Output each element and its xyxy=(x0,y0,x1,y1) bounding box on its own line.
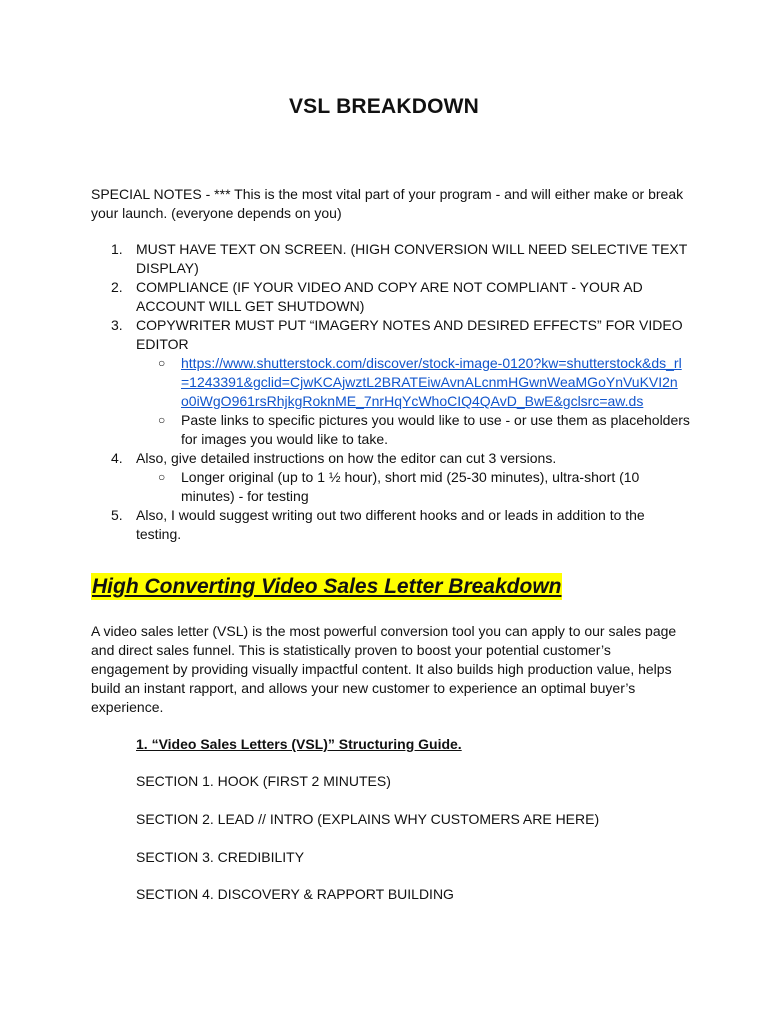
guide-heading: 1. “Video Sales Letters (VSL)” Structuring Guide. xyxy=(136,736,462,752)
list-item xyxy=(91,449,691,468)
list-number: 4. xyxy=(111,450,123,466)
sub-list-item xyxy=(91,354,691,411)
document-title: VSL BREAKDOWN xyxy=(288,95,480,118)
section-line: SECTION 3. CREDIBILITY xyxy=(136,849,305,865)
numbered-list xyxy=(91,240,691,544)
list-item-text: COPYWRITER MUST PUT “IMAGERY NOTES AND DESIRED EFFECTS” FOR VIDEO EDITOR xyxy=(136,317,683,352)
circle-bullet-icon: ○ xyxy=(158,413,166,427)
link-line: o0iWgO961rsRhjkgRoknME_7nrHqYcWhoCIQ4QAvD_BwE&gclsrc=aw.ds xyxy=(181,393,644,409)
sub-list-item xyxy=(91,468,691,506)
list-item xyxy=(91,278,691,316)
highlighted-section-heading: High Converting Video Sales Letter Breakdown xyxy=(92,575,562,598)
list-number: 3. xyxy=(111,317,123,333)
list-number: 1. xyxy=(111,241,123,257)
sub-list-text: Paste links to specific pictures you would like to use - or use them as placeholders for images you would like to take. xyxy=(181,412,690,447)
list-item-text: COMPLIANCE (IF YOUR VIDEO AND COPY ARE NOT COMPLIANT - YOUR AD ACCOUNT WILL GET SHUTDOWN) xyxy=(136,279,643,314)
list-item xyxy=(91,506,691,544)
sub-list-text: Longer original (up to 1 ½ hour), short mid (25-30 minutes), ultra-short (10 minutes) - for testing xyxy=(181,469,640,504)
intro-paragraph: A video sales letter (VSL) is the most powerful conversion tool you can apply to our sales page and direct sales funnel. This is statistically proven to boost your potential customer’s engagement by providing visually impactful content. It also builds high production value, helps build an instant rapport, and allows your new customer to experience an optimal buyer’s experience. xyxy=(91,623,677,715)
circle-bullet-icon: ○ xyxy=(158,356,166,370)
shutterstock-link[interactable] xyxy=(181,355,682,409)
special-notes: SPECIAL NOTES - *** This is the most vital part of your program - and will either make or break your launch. (everyone depends on you) xyxy=(91,186,684,221)
list-item xyxy=(91,316,691,354)
section-line: SECTION 1. HOOK (FIRST 2 MINUTES) xyxy=(136,773,391,789)
list-item-text: MUST HAVE TEXT ON SCREEN. (HIGH CONVERSION WILL NEED SELECTIVE TEXT DISPLAY) xyxy=(136,241,688,276)
link-line: =1243391&gclid=CjwKCAjwztL2BRATEiwAvnALcnmHGwnWeaMGoYnVuKVI2n xyxy=(181,374,678,390)
section-line: SECTION 2. LEAD // INTRO (EXPLAINS WHY CUSTOMERS ARE HERE) xyxy=(136,811,600,827)
list-number: 5. xyxy=(111,507,123,523)
list-item-text: Also, give detailed instructions on how the editor can cut 3 versions. xyxy=(136,450,557,466)
list-item-text: Also, I would suggest writing out two different hooks and or leads in addition to the testing. xyxy=(136,507,645,542)
sub-list-item xyxy=(91,411,691,449)
link-line: https://www.shutterstock.com/discover/stock-image-0120?kw=shutterstock&ds_rl xyxy=(181,355,682,371)
section-line: SECTION 4. DISCOVERY & RAPPORT BUILDING xyxy=(136,886,454,902)
circle-bullet-icon: ○ xyxy=(158,470,166,484)
list-number: 2. xyxy=(111,279,123,295)
list-item xyxy=(91,240,691,278)
